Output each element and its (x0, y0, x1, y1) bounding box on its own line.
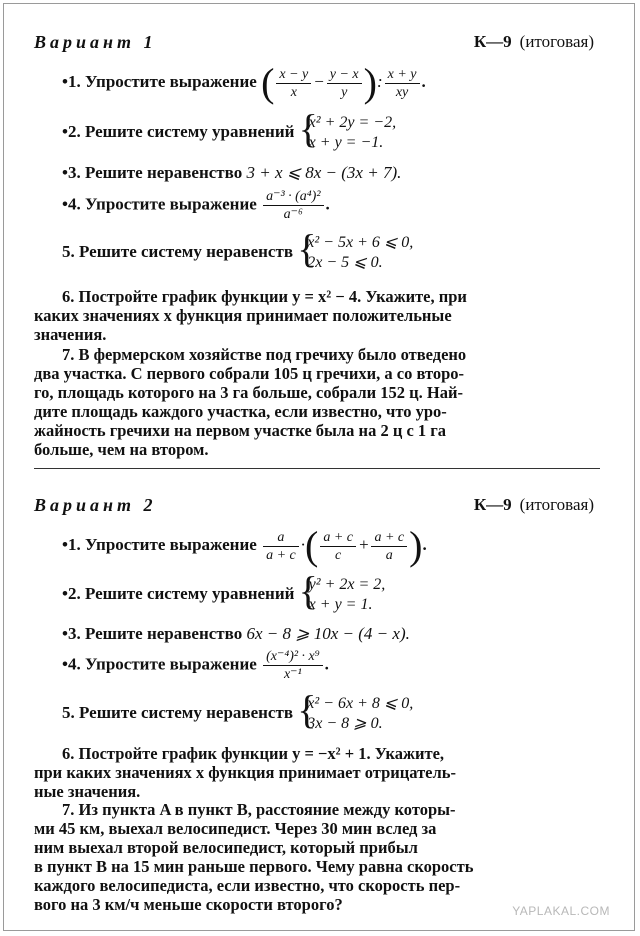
watermark: YAPLAKAL.COM (512, 904, 610, 918)
text-line: два участка. С первого собрали 105 ц гречихи, а со второ- (34, 364, 464, 383)
inequality-system (297, 687, 414, 734)
v1-task-1 (62, 60, 426, 105)
text-line: го, площадь которого на 3 га больше, собрали 152 ц. Най- (34, 383, 463, 402)
v1-task-6 (34, 287, 586, 344)
brace-icon: { (298, 568, 318, 613)
v2-task-4 (62, 648, 329, 683)
denominator: a⁻⁶ (283, 207, 303, 222)
text-line: дите площадь каждого участка, если известно, что уро- (34, 402, 447, 421)
equation-system (298, 568, 386, 615)
system-line: y² + 2x = 2, (308, 576, 386, 593)
numerator: x + y (385, 66, 420, 84)
v2-task-7 (34, 800, 586, 914)
text-line: ми 45 км, выехал велосипедист. Через 30 мин вслед за (34, 819, 437, 838)
fraction (263, 648, 323, 683)
period: . (325, 194, 330, 214)
system-line: x² − 5x + 6 ⩽ 0, (307, 234, 414, 251)
v2-task-6 (34, 744, 586, 801)
v2-task-5 (62, 687, 414, 734)
system-line: x + y = −1. (308, 134, 384, 151)
equation-system (298, 106, 397, 153)
fraction (371, 529, 407, 564)
text-line: ним выехал второй велосипедист, который прибыл (34, 838, 418, 857)
inequality-system (297, 226, 414, 273)
variant-1-code (474, 32, 594, 52)
text-line: жайность гречихи на первом участке была на 2 ц с 1 га (34, 421, 447, 440)
paren-right: ) (409, 523, 423, 568)
fraction (263, 188, 323, 223)
period: . (422, 534, 427, 554)
test-kind: (итоговая) (519, 495, 594, 514)
denominator: a (385, 547, 393, 563)
fraction (276, 66, 311, 101)
system-line: 3x − 8 ⩾ 0. (307, 715, 383, 732)
v1-task-4 (62, 188, 330, 223)
text-line: 6. Постройте график функции y = x² − 4. Укажите, при (62, 287, 467, 306)
denominator: a + c (266, 547, 296, 563)
denominator: x (290, 84, 297, 100)
system-line: x + y = 1. (308, 596, 373, 613)
variant-2-header (34, 495, 594, 519)
v1-task-7 (34, 345, 586, 459)
task-label: •1. Упростите выражение (62, 534, 257, 554)
denominator: x⁻¹ (283, 667, 302, 682)
v2-task-2 (62, 568, 386, 615)
numerator: a + c (371, 529, 407, 547)
test-code: К—9 (473, 32, 512, 51)
task-label: •3. Решите неравенство (62, 163, 243, 182)
operator: − (313, 71, 325, 91)
text-line: каждого велосипедиста, если известно, что скорость пер- (34, 876, 461, 895)
inequality: 6x − 8 ⩾ 10x − (4 − x). (246, 624, 410, 643)
system-line: x² + 2y = −2, (308, 114, 397, 131)
brace-icon: { (297, 687, 317, 732)
task-label: •2. Решите систему уравнений (62, 121, 295, 141)
task-label: •3. Решите неравенство (62, 624, 243, 643)
operator: + (357, 534, 370, 554)
fraction (320, 529, 356, 564)
system-line: 2x − 5 ⩽ 0. (307, 254, 383, 271)
numerator: x − y (276, 66, 311, 84)
denominator: xy (395, 84, 409, 100)
numerator: a (263, 529, 299, 547)
task-label: •4. Упростите выражение (62, 194, 257, 214)
text-line: значения. (34, 325, 107, 344)
text-line: в пункт B на 15 мин раньше первого. Чему равна скорость (34, 857, 474, 876)
variant-1-title: Вариант 1 (34, 32, 157, 52)
text-line: каких значениях x функция принимает положительные (34, 306, 452, 325)
period: . (324, 654, 329, 674)
task-label: •4. Упростите выражение (62, 654, 257, 674)
numerator: a⁻³ · (a⁴)² (263, 188, 323, 206)
text-line: 6. Постройте график функции y = −x² + 1. Укажите, (62, 744, 445, 763)
numerator: (x⁻⁴)² · x⁹ (263, 648, 323, 666)
paren-left: ( (304, 523, 319, 568)
text-line: 7. В фермерском хозяйстве под гречиху было отведено (62, 345, 467, 364)
inequality: 3 + x ⩽ 8x − (3x + 7). (246, 163, 402, 182)
variant-2-code (474, 495, 594, 515)
v1-task-2 (62, 106, 397, 153)
numerator: y − x (327, 66, 362, 84)
v1-task-5 (62, 226, 414, 273)
text-line: больше, чем на втором. (34, 440, 209, 459)
task-label: •1. Упростите выражение (62, 71, 257, 91)
numerator: a + c (320, 529, 356, 547)
text-line: при каких значениях x функция принимает отрицатель- (34, 763, 456, 782)
paren-right: ) (363, 60, 377, 105)
paren-left: ( (261, 60, 275, 105)
operator: · (300, 534, 305, 554)
v2-task-1 (62, 523, 427, 568)
denominator: y (341, 84, 348, 100)
test-kind: (итоговая) (519, 32, 594, 51)
fraction (327, 66, 362, 101)
period: . (421, 71, 426, 91)
v1-task-3 (62, 163, 401, 183)
denominator: c (335, 547, 342, 563)
text-line: вого на 3 км/ч меньше скорости второго? (34, 895, 343, 914)
test-code: К—9 (473, 495, 512, 514)
task-label: 5. Решите систему неравенств (62, 702, 294, 722)
brace-icon: { (297, 226, 317, 271)
operator: : (376, 71, 383, 91)
fraction (385, 66, 420, 101)
brace-icon: { (298, 106, 318, 151)
task-label: 5. Решите систему неравенств (62, 241, 294, 261)
text-line: 7. Из пункта A в пункт B, расстояние между которы- (62, 800, 456, 819)
section-divider (34, 468, 600, 469)
fraction (263, 529, 299, 564)
v2-task-3 (62, 624, 410, 644)
variant-1-header (34, 32, 594, 56)
task-label: •2. Решите систему уравнений (62, 583, 295, 603)
text-line: ные значения. (34, 782, 141, 801)
system-line: x² − 6x + 8 ⩽ 0, (307, 695, 414, 712)
variant-2-title: Вариант 2 (34, 495, 157, 515)
